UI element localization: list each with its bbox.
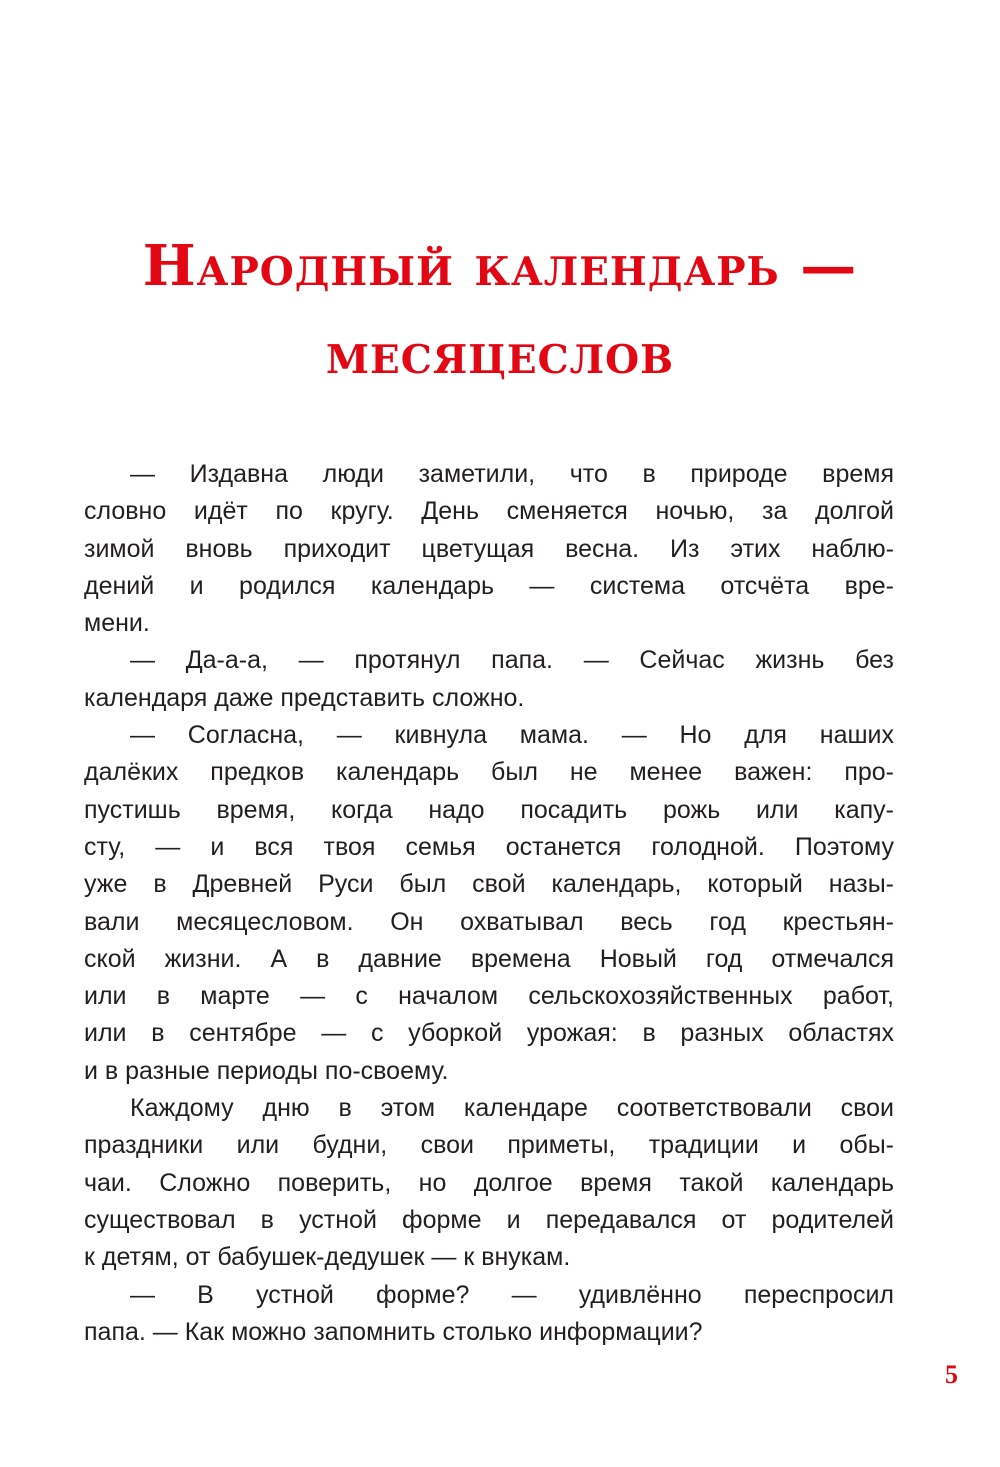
text-line: или в марте — с началом сельскохозяйственных работ, [84,982,894,1011]
text-line: мени. [84,609,150,638]
text-line: к детям, от бабушек-дедушек — к внукам. [84,1243,571,1272]
text-line: пустишь время, когда надо посадить рожь или капу- [84,795,894,824]
text-line: — Согласна, — кивнула мама. — Но для наших [130,721,894,750]
paragraph [84,642,894,717]
text-line: календаря даже представить сложно. [84,683,525,712]
chapter-title-line: Народный календарь — [142,233,858,299]
text-line: уже в Древней Руси был свой календарь, который назы- [84,870,894,899]
paragraph [84,456,894,642]
text-line: — В устной форме? — удивлённо переспросил [130,1280,894,1309]
body-text [84,456,894,1351]
paragraph [84,1090,894,1276]
text-line: словно идёт по кругу. День сменяется ночью, за долгой [84,497,894,526]
page-number: 5 [945,1360,958,1389]
paragraph [84,1277,894,1352]
text-line: сту, — и вся твоя семья останется голодной. Поэтому [84,832,894,861]
text-line: дений и родился календарь — система отсчёта вре- [84,571,894,600]
text-line: и в разные периоды по-своему. [84,1056,449,1085]
chapter-title-line: месяцеслов [325,321,675,387]
text-line: существовал в устной форме и передавался от родителей [84,1205,894,1234]
paragraph [84,717,894,1090]
text-line: чаи. Сложно поверить, но долгое время такой календарь [84,1168,894,1197]
text-line: зимой вновь приходит цветущая весна. Из этих наблю- [84,534,894,563]
text-line: папа. — Как можно запомнить столько информации? [84,1317,703,1346]
chapter-title [60,222,940,398]
text-line: ской жизни. А в давние времена Новый год отмечался [84,944,894,973]
text-line: вали месяцесловом. Он охватывал весь год крестьян- [84,907,894,936]
text-line: праздники или будни, свои приметы, традиции и обы- [84,1131,894,1160]
text-line: или в сентябре — с уборкой урожая: в разных областях [84,1019,894,1048]
text-line: — Да-а-а, — протянул папа. — Сейчас жизнь без [130,646,894,675]
text-line: далёких предков календарь был не менее важен: про- [84,758,894,787]
text-line: Каждому дню в этом календаре соответствовали свои [130,1094,894,1123]
text-line: — Издавна люди заметили, что в природе время [130,460,894,488]
